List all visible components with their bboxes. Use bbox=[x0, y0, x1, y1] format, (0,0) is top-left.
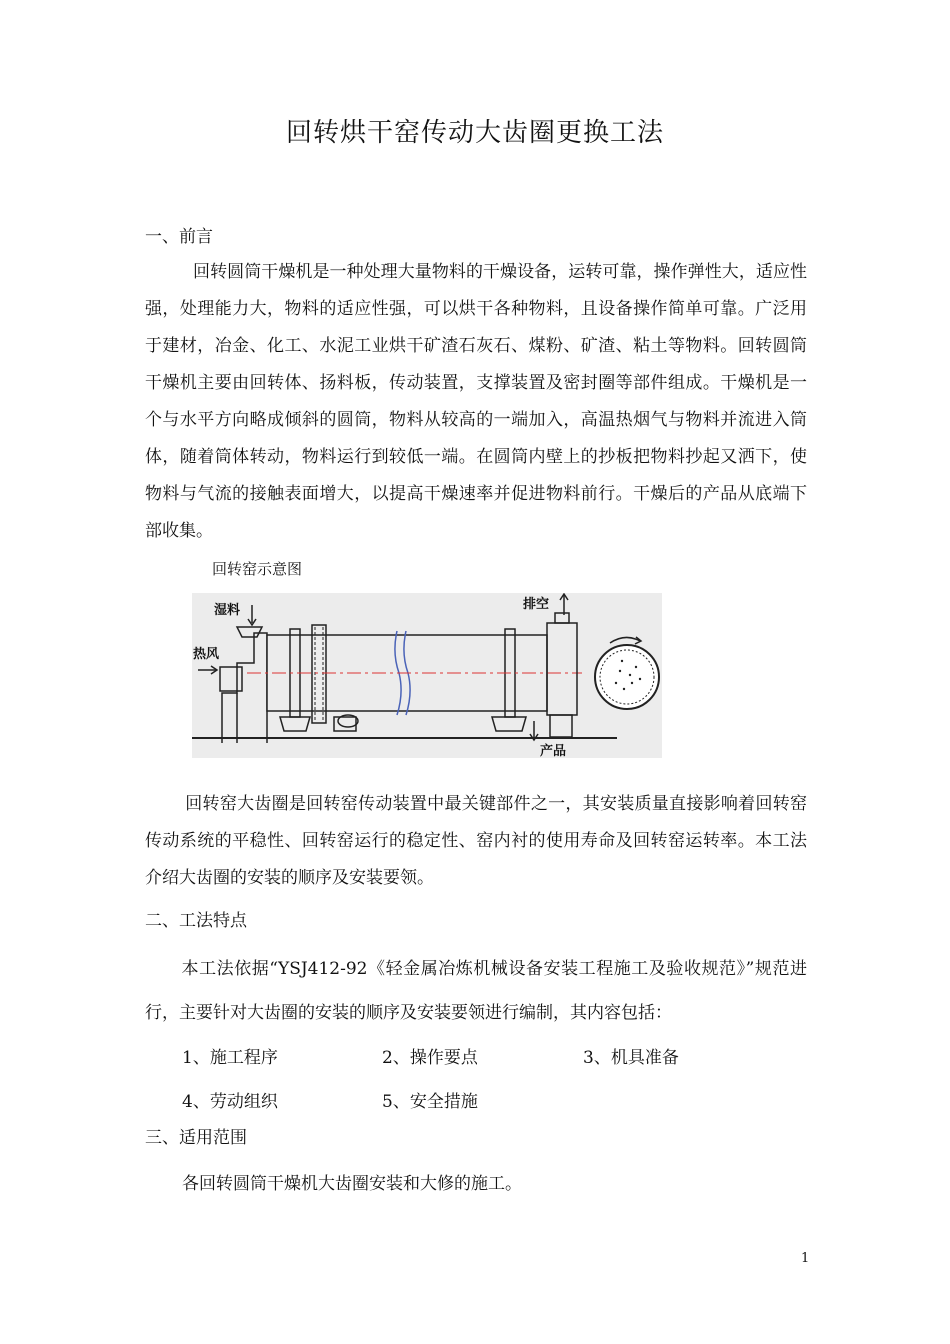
list-item: 2、操作要点 bbox=[382, 1048, 478, 1068]
section-heading-preface: 一、前言 bbox=[145, 227, 213, 247]
page-number: 1 bbox=[801, 1251, 810, 1266]
features-paragraph bbox=[145, 947, 807, 1035]
section-heading-scope: 三、适用范围 bbox=[145, 1128, 247, 1148]
rotary-kiln-drawing bbox=[192, 593, 662, 758]
label-wet-material: 湿料 bbox=[214, 603, 241, 618]
list-item: 3、机具准备 bbox=[583, 1048, 679, 1068]
preface-paragraph-2 bbox=[145, 786, 807, 897]
label-hot-air: 热风 bbox=[193, 647, 220, 662]
section-heading-features: 二、工法特点 bbox=[145, 911, 247, 931]
label-product: 产品 bbox=[540, 744, 567, 758]
rotary-kiln-diagram bbox=[192, 593, 662, 758]
document-title: 回转烘干窑传动大齿圈更换工法 bbox=[285, 118, 664, 148]
label-exhaust: 排空 bbox=[523, 597, 550, 612]
figure-caption: 回转窑示意图 bbox=[212, 560, 303, 578]
list-item: 1、施工程序 bbox=[182, 1048, 278, 1068]
preface-paragraph-1-text: 回转圆筒干燥机是一种处理大量物料的干燥设备，运转可靠，操作弹性大，适应性强，处理能力大，物料的适应性强，可以烘干各种物料，且设备操作简单可靠。广泛用于建材，冶金、化工、水泥工业烘干矿渣石灰石、煤粉、矿渣、粘土等物料。回转圆筒干燥机主要由回转体、扬料板，传动装置，支撑装置及密封圈等部件组成。干燥机是一个与水平方向略成倾斜的圆筒，物料从较高的一端加入，高温热烟气与物料并流进入筒体，随着筒体转动，物料运行到较低一端。在圆筒内壁上的抄板把物料抄起又洒下，使物料与气流的接触表面增大，以提高干燥速率并促进物料前行。干燥后的产品从底端下部收集。 bbox=[145, 262, 807, 541]
scope-paragraph: 各回转圆筒干燥机大齿圈安装和大修的施工。 bbox=[182, 1174, 522, 1194]
list-item: 5、安全措施 bbox=[382, 1092, 478, 1112]
list-item: 4、劳动组织 bbox=[182, 1092, 278, 1112]
features-paragraph-text: 本工法依据“YSJ412-92《轻金属冶炼机械设备安装工程施工及验收规范》”规范进行，主要针对大齿圈的安装的顺序及安装要领进行编制，其内容包括： bbox=[145, 959, 807, 1023]
preface-paragraph-1 bbox=[145, 254, 807, 550]
preface-paragraph-2-text: 回转窑大齿圈是回转窑传动装置中最关键部件之一，其安装质量直接影响着回转窑传动系统的平稳性、回转窑运行的稳定性、窑内衬的使用寿命及回转窑运转率。本工法介绍大齿圈的安装的顺序及安装要领。 bbox=[145, 794, 807, 888]
